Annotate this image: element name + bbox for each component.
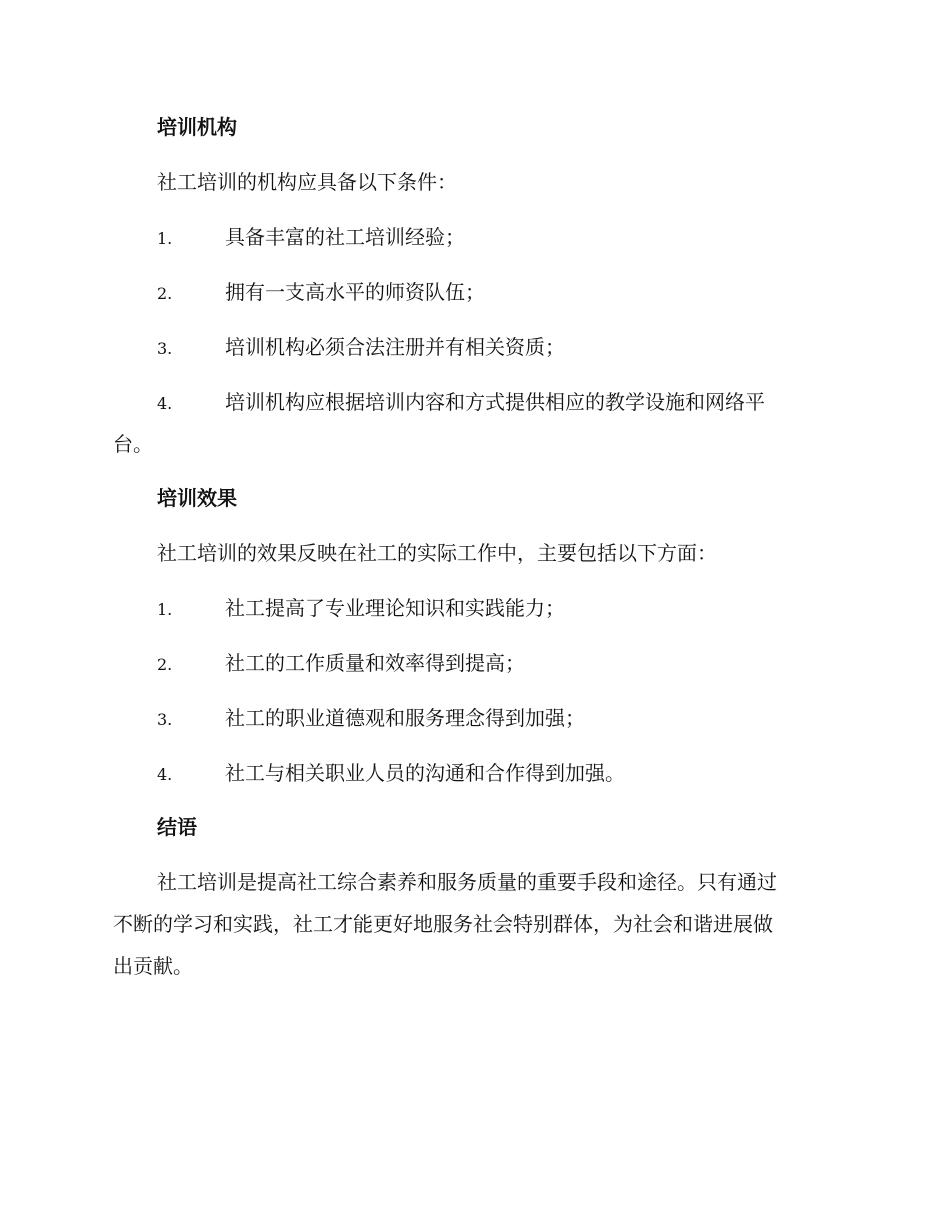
list-number: 3.	[157, 339, 173, 358]
list-text: 培训机构必须合法注册并有相关资质；	[225, 335, 565, 359]
list-text: 拥有一支高水平的师资队伍；	[225, 280, 485, 304]
list-text: 社工的工作质量和效率得到提高；	[225, 651, 525, 675]
section-heading-training-institution: 培训机构	[157, 115, 237, 139]
list-number: 3.	[157, 710, 173, 729]
list-number: 4.	[157, 394, 173, 413]
list-text: 社工的职业道德观和服务理念得到加强；	[225, 706, 585, 730]
section-intro: 社工培训的效果反映在社工的实际工作中，主要包括以下方面：	[157, 541, 717, 565]
list-text-continuation: 台。	[113, 432, 153, 456]
list-text: 培训机构应根据培训内容和方式提供相应的教学设施和网络平	[225, 390, 765, 414]
list-number: 4.	[157, 765, 173, 784]
conclusion-line: 社工培训是提高社工综合素养和服务质量的重要手段和途径。只有通过	[157, 870, 777, 894]
section-heading-training-effect: 培训效果	[157, 486, 237, 510]
section-intro: 社工培训的机构应具备以下条件：	[157, 170, 457, 194]
list-number: 2.	[157, 284, 173, 303]
list-text: 社工与相关职业人员的沟通和合作得到加强。	[225, 761, 625, 785]
conclusion-line: 出贡献。	[113, 954, 193, 978]
list-number: 1.	[157, 229, 173, 248]
list-number: 1.	[157, 600, 173, 619]
section-heading-conclusion: 结语	[157, 815, 197, 839]
list-text: 具备丰富的社工培训经验；	[225, 225, 465, 249]
list-text: 社工提高了专业理论知识和实践能力；	[225, 596, 565, 620]
list-number: 2.	[157, 655, 173, 674]
conclusion-line: 不断的学习和实践，社工才能更好地服务社会特别群体，为社会和谐进展做	[113, 912, 773, 936]
